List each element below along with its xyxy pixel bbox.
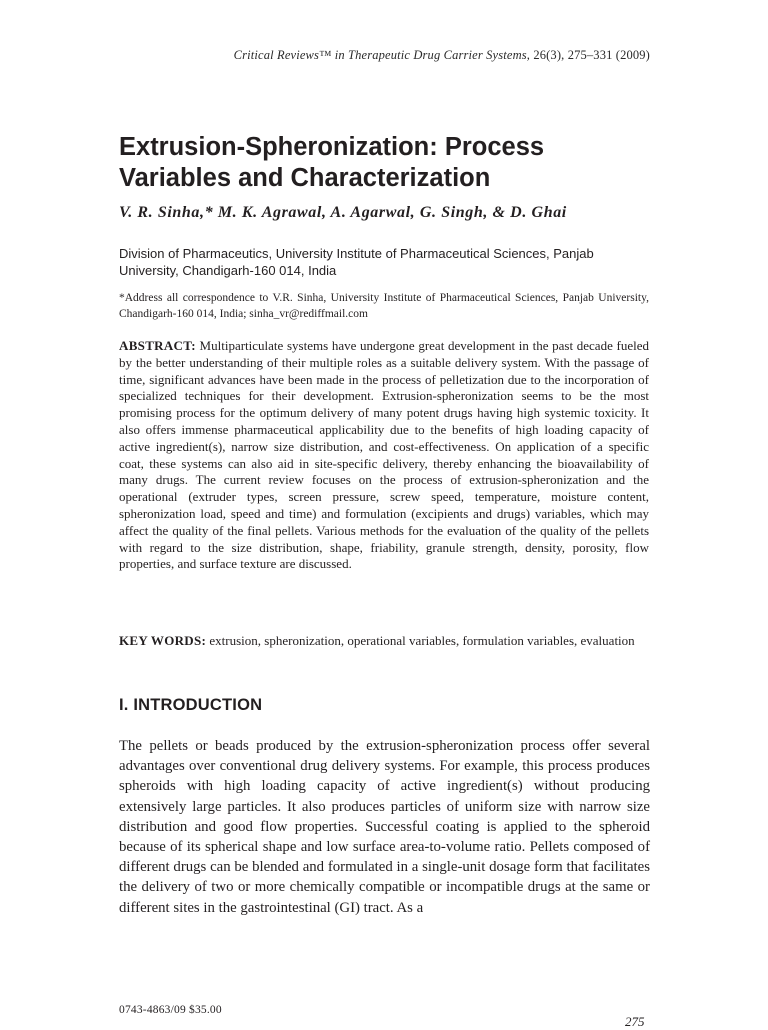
keywords-label: KEY WORDS: bbox=[119, 633, 207, 648]
introduction-paragraph: The pellets or beads produced by the extrusion-spheronization process offer several advantages over conventional drug delivery systems. For example, this process produces spheroids with high loading capacity of active ingredient(s) without producing extensively large particles. It also produces particles of uniform size with narrow size distribution and good flow properties. Successful coating is applied to the spheroid because of its spherical shape and low surface area-to-volume ratio. Pellets composed of different drugs can be blended and formulated in a single-unit dosage form that facilitates the delivery of two or more chemically compatible or incompatible drugs at the same or different sites in the gastrointestinal (GI) tract. As a bbox=[119, 738, 650, 916]
page-number: 275 bbox=[625, 1014, 645, 1029]
keywords bbox=[119, 632, 649, 649]
journal-name: Critical Reviews™ in Therapeutic Drug Carrier Systems, bbox=[233, 48, 531, 62]
article-title: Extrusion-Spheronization: Process Variables and Characterization bbox=[119, 133, 545, 192]
author-affiliation: Division of Pharmaceutics, University Institute of Pharmaceutical Sciences, Panjab University, Chandigarh-160 014, India bbox=[119, 246, 594, 278]
journal-citation-header bbox=[234, 48, 650, 63]
author-list: V. R. Sinha,* M. K. Agrawal, A. Agarwal, G. Singh, & D. Ghai bbox=[119, 204, 567, 221]
keywords-text: extrusion, spheronization, operational variables, formulation variables, evaluation bbox=[206, 633, 635, 648]
journal-volume-pages: 26(3), 275–331 (2009) bbox=[530, 48, 650, 62]
issn-price: 0743-4863/09 $35.00 bbox=[119, 1004, 222, 1016]
correspondence-note: *Address all correspondence to V.R. Sinha, University Institute of Pharmaceutical Sciences, Panjab University, Chandigarh-160 014, India; sinha_vr@rediffmail.com bbox=[119, 292, 649, 320]
abstract bbox=[119, 338, 649, 573]
section-heading-introduction: I. INTRODUCTION bbox=[119, 696, 263, 714]
abstract-label: ABSTRACT: bbox=[119, 338, 196, 353]
abstract-text: Multiparticulate systems have undergone great development in the past decade fueled by the better understanding of their multiple roles as a suitable delivery system. With the passage of time, significant advances have been made in the process of pelletization due to the incorporation of specialized techniques for their development. Extrusion-spheronization seems to be the most promising process for the optimum delivery of many potent drugs having high systemic toxicity. It also offers immense pharmaceutical applicability due to the benefits of high loading capacity of active ingredient(s), narrow size distribution, and cost-effectiveness. On application of a specific coat, these systems can also aid in site-specific delivery, thereby enhancing the bioavailability of many drugs. The current review focuses on the process of extrusion-spheronization and the operational (extruder types, screen pressure, screw speed, temperature, moisture content, spheronization load, speed and time) and formulation (excipients and drugs) variables, which may affect the quality of the final pellets. Various methods for the evaluation of the quality of the pellets with regard to the size distribution, shape, friability, granule strength, density, porosity, flow properties, and surface texture are discussed. bbox=[119, 338, 649, 572]
